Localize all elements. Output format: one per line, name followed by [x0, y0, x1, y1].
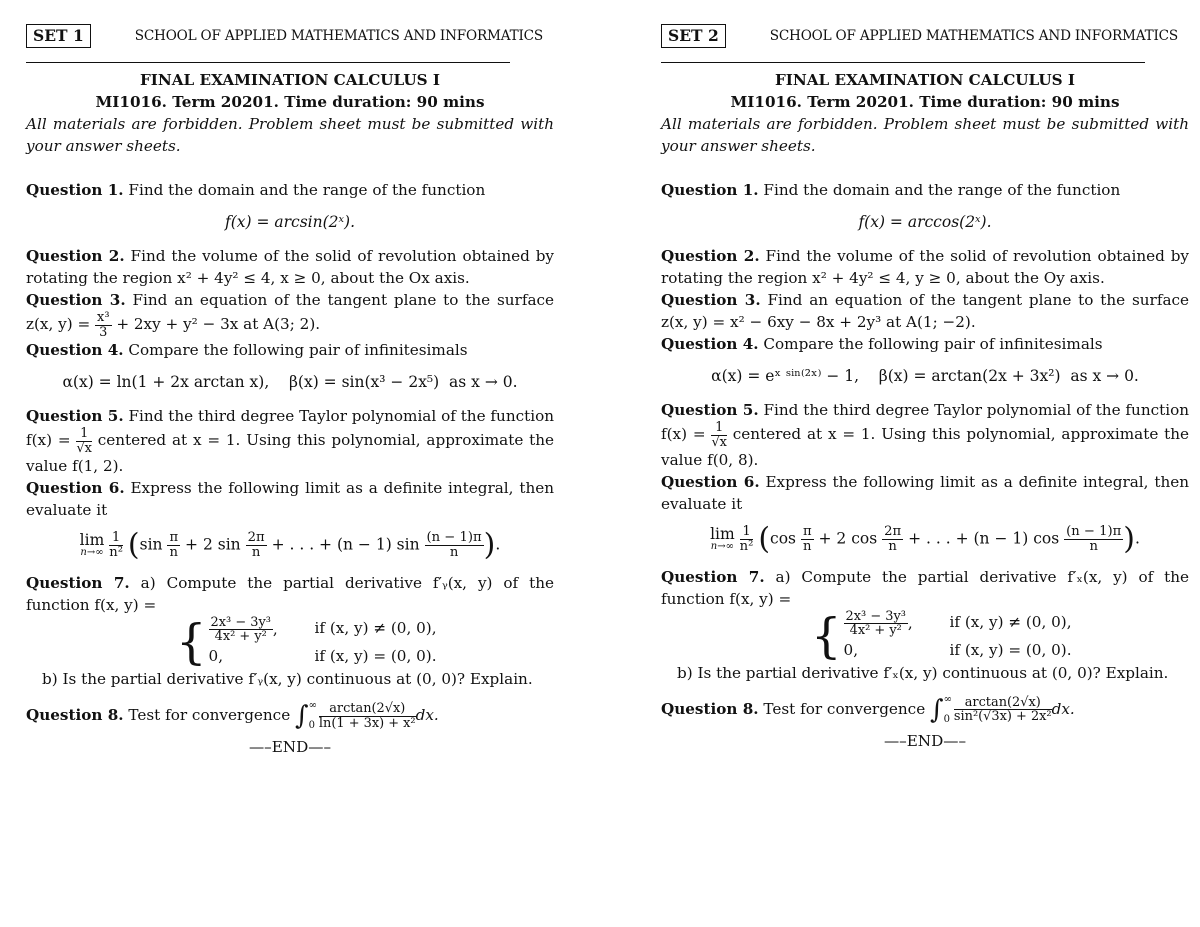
- question-2: Question 2. Find the volume of the solid of revolution obtained by rotating the region x² + 4y² ≤ 4, x ≥ 0, about the Ox axis.: [26, 247, 555, 287]
- question-4: Question 4. Compare the following pair of infinitesimals: [26, 341, 468, 360]
- end-marker: —–END—–: [883, 731, 967, 750]
- exam-title: FINAL EXAMINATION CALCULUS I: [774, 71, 1075, 89]
- header: [661, 22, 1189, 50]
- exam-title: FINAL EXAMINATION CALCULUS I: [139, 71, 440, 89]
- exam-notice: All materials are forbidden. Problem sheet must be submitted with your answer sheets.: [661, 115, 1189, 155]
- question-7b: b) Is the partial derivative f′ₓ(x, y) continuous at (0, 0)? Explain.: [677, 663, 1169, 682]
- exam-set-1: [26, 22, 554, 758]
- question-7b: b) Is the partial derivative f′ᵧ(x, y) continuous at (0, 0)? Explain.: [42, 670, 533, 689]
- school-name: SCHOOL OF APPLIED MATHEMATICS AND INFORMATICS: [134, 28, 543, 44]
- exam-notice: All materials are forbidden. Problem sheet must be submitted with your answer sheets.: [26, 115, 554, 155]
- question-4-formula: α(x) = eˣ ˢⁱⁿ⁽²ˣ⁾ − 1, β(x) = arctan(2x + 3x²) as x → 0.: [711, 367, 1139, 385]
- question-5: Question 5. Find the third degree Taylor polynomial of the function f(x) = $\frac{1}{√x}$ centered at x = 1. Using this polynomial, approximate the value f(1, 2).: [26, 407, 555, 476]
- set-label: SET 2: [661, 24, 726, 48]
- exam-subtitle: MI1016. Term 20201. Time duration: 90 mins: [730, 93, 1120, 111]
- exam-subtitle: MI1016. Term 20201. Time duration: 90 mins: [95, 93, 485, 111]
- piecewise-function: { $\frac{\text{2x³ − 3y³}}{\text{4x² + y²}}$ , if (x, y) ≠ (0, 0), 0, if (x, y) = (0, 0).: [176, 613, 437, 670]
- piecewise-function: { $\frac{\text{2x³ − 3y³}}{\text{4x² + y²}}$ , if (x, y) ≠ (0, 0), 0, if (x, y) = (0, 0).: [811, 607, 1072, 664]
- end-marker: —–END—–: [248, 738, 332, 757]
- question-1: Question 1. Find the domain and the range of the function: [661, 181, 1121, 199]
- fraction: $\frac{1}{√x}$: [76, 426, 92, 456]
- question-4: Question 4. Compare the following pair of infinitesimals: [661, 335, 1103, 353]
- set-label: SET 1: [26, 24, 91, 48]
- school-name: SCHOOL OF APPLIED MATHEMATICS AND INFORMATICS: [769, 28, 1178, 44]
- question-6-formula: lim n→∞ $\frac{1}{\text{n²}}$ (sin $\frac{\pi}{n}$ + 2 sin $\frac{2\pi}{n}$ + . . . + (n − 1) sin $\frac{(n - 1)\pi}{n}$ ).: [79, 527, 501, 563]
- question-7: Question 7. a) Compute the partial derivative f′ₓ(x, y) of the function f(x, y) =: [661, 567, 1189, 608]
- question-1: Question 1. Find the domain and the range of the function: [26, 181, 486, 199]
- exam-set-2: [661, 22, 1189, 752]
- question-6-formula: lim n→∞ $\frac{1}{\text{n²}}$ (cos $\frac{\pi}{n}$ + 2 cos $\frac{2\pi}{n}$ + . . . + (n − 1) cos $\frac{(n - 1)\pi}{n}$ ).: [710, 521, 1140, 557]
- question-8: Question 8. Test for convergence ∫ ∞ 0 $\frac{\arctan(2√x)}{\text{sin²(√3x) + 2x²}}$ dx.: [661, 693, 1075, 725]
- question-6: Question 6. Express the following limit as a definite integral, then evaluate it: [661, 473, 1189, 514]
- question-4-formula: α(x) = ln(1 + 2x arctan x), β(x) = sin(x³ − 2x⁵) as x → 0.: [62, 373, 518, 392]
- question-8: Question 8. Test for convergence ∫ ∞ 0 $\frac{\arctan(2√x)}{\text{ln(1 + 3x) + x²}}$ dx.: [26, 700, 439, 732]
- header: [26, 22, 554, 50]
- fraction: $\frac{\text{x³}}{3}$: [97, 310, 110, 340]
- question-3: Question 3. Find an equation of the tangent plane to the surface z(x, y) = x² − 6xy − 8x + 2y³ at A(1; −2).: [661, 291, 1189, 331]
- question-1-formula: f(x) = arcsin(2ˣ).: [224, 213, 356, 231]
- question-5: Question 5. Find the third degree Taylor polynomial of the function f(x) = $\frac{1}{√x}$ centered at x = 1. Using this polynomial, approximate the value f(0, 8).: [661, 401, 1190, 470]
- divider: [661, 62, 1145, 63]
- fraction: $\frac{1}{√x}$: [711, 420, 727, 450]
- question-7: Question 7. a) Compute the partial derivative f′ᵧ(x, y) of the function f(x, y) =: [26, 573, 554, 614]
- question-2: Question 2. Find the volume of the solid of revolution obtained by rotating the region x² + 4y² ≤ 4, y ≥ 0, about the Oy axis.: [661, 247, 1190, 287]
- question-1-formula: f(x) = arccos(2ˣ).: [858, 213, 992, 231]
- question-6: Question 6. Express the following limit as a definite integral, then evaluate it: [26, 479, 554, 520]
- divider: [26, 62, 510, 63]
- question-3: Question 3. Find an equation of the tangent plane to the surface z(x, y) = $\frac{\text{x³}}{3}$ + 2xy + y² − 3x at A(3; 2).: [26, 291, 554, 340]
